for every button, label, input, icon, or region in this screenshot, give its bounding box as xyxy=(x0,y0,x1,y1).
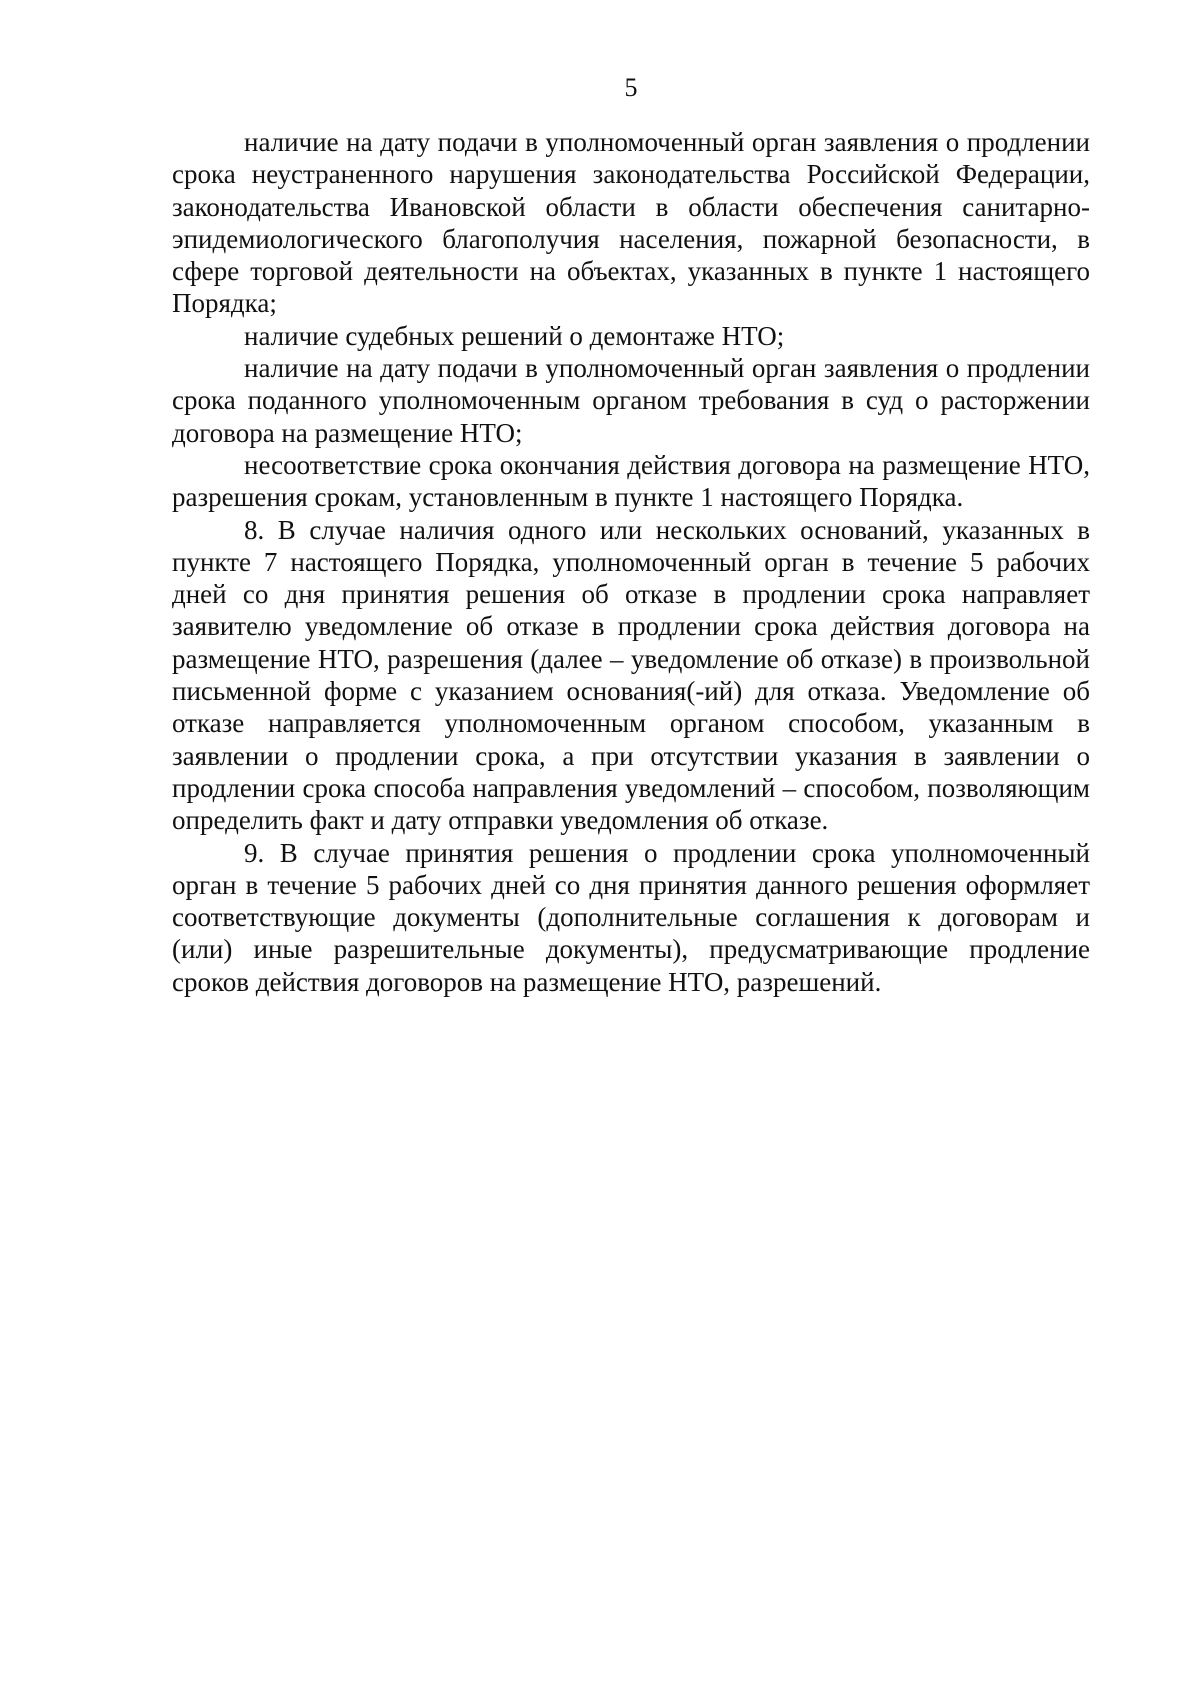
paragraph-clause-8: 8. В случае наличия одного или нескольких оснований, указанных в пункте 7 настоящего Порядка, уполномоченный орган в течение 5 рабочих дней со дня принятия решения об отказе в продлении срока направляет заявителю уведомление об отказе в продлении срока действия договора на размещение НТО, разрешения (далее – уведомление об отказе) в произвольной письменной форме с указанием основания(-ий) для отказа. Уведомление об отказе направляется уполномоченным органом способом, указанным в заявлении о продлении срока, а при отсутствии указания в заявлении о продлении срока способа направления уведомлений – способом, позволяющим определить факт и дату отправки уведомления об отказе. xyxy=(172,514,1090,836)
paragraph-court-claim-ground: наличие на дату подачи в уполномоченный орган заявления о продлении срока поданного уполномоченным органом требования в суд о расторжении договора на размещение НТО; xyxy=(172,353,1090,448)
paragraph-court-decisions-ground: наличие судебных решений о демонтаже НТО; xyxy=(244,320,785,351)
document-body xyxy=(172,126,1090,998)
paragraph-term-mismatch-ground: несоответствие срока окончания действия договора на размещение НТО, разрешения срокам, установленным в пункте 1 настоящего Порядка. xyxy=(172,449,1090,513)
page-number: 5 xyxy=(624,73,638,102)
paragraph-clause-9: 9. В случае принятия решения о продлении срока уполномоченный орган в течение 5 рабочих дней со дня принятия данного решения оформляет соответствующие документы (дополнительные соглашения к договорам и (или) иные разрешительные документы), предусматривающие продление сроков действия договоров на размещение НТО, разрешений. xyxy=(172,837,1090,997)
paragraph-violation-ground: наличие на дату подачи в уполномоченный орган заявления о продлении срока неустраненного нарушения законодательства Российской Федерации, законодательства Ивановской области в области обеспечения санитарно-эпидемиологического благополучия населения, пожарной безопасности, в сфере торговой деятельности на объектах, указанных в пункте 1 настоящего Порядка; xyxy=(172,127,1090,319)
